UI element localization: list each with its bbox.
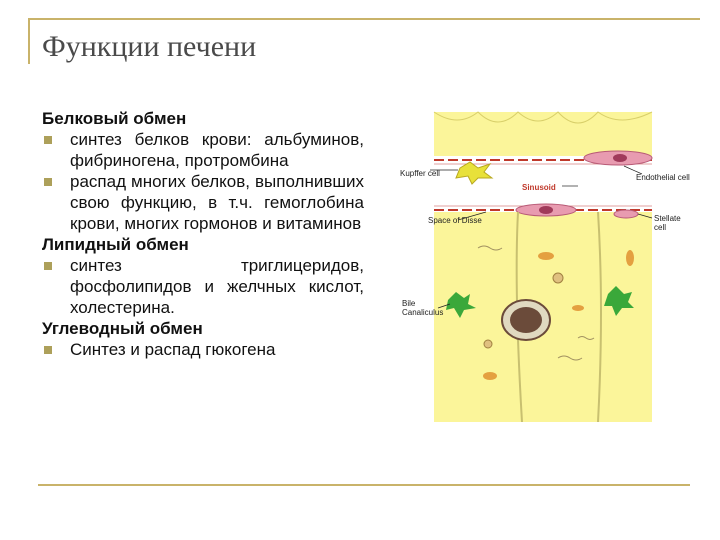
label-bile-1: Bile bbox=[402, 299, 416, 308]
endothelial-nucleus bbox=[613, 154, 627, 162]
stellate-cell-body bbox=[614, 210, 638, 218]
bullet-square-icon bbox=[44, 178, 52, 186]
section-heading-lipid: Липидный обмен bbox=[42, 235, 189, 254]
mitochondrion bbox=[572, 305, 584, 311]
frame-bottom-line bbox=[38, 484, 690, 486]
bullet-text: распад многих белков, выполнивших свою функцию, в т.ч. гемоглобина крови, многих гормонов и витаминов bbox=[70, 172, 364, 233]
bullet-text: Синтез и распад гюкогена bbox=[70, 340, 276, 359]
label-kupffer: Kupffer cell bbox=[400, 169, 440, 178]
bullet-text: синтез белков крови: альбуминов, фибриногена, протромбина bbox=[70, 130, 364, 170]
frame-top-line bbox=[28, 18, 700, 20]
nucleus-core bbox=[510, 307, 542, 333]
label-stellate-1: Stellate bbox=[654, 214, 681, 223]
vesicle bbox=[553, 273, 563, 283]
bullet-item bbox=[42, 129, 364, 171]
bullet-square-icon bbox=[44, 136, 52, 144]
section-heading-protein: Белковый обмен bbox=[42, 109, 187, 128]
endothelial-nucleus-2 bbox=[539, 206, 553, 214]
label-disse: Space of Disse bbox=[428, 216, 482, 225]
liver-cell-diagram bbox=[398, 108, 698, 428]
bullet-text: синтез триглицеридов, фосфолипидов и желчных кислот, холестерина. bbox=[70, 256, 364, 317]
label-bile-2: Canaliculus bbox=[402, 308, 444, 317]
bullet-item bbox=[42, 171, 364, 234]
mitochondrion bbox=[538, 252, 554, 260]
label-sinusoid: Sinusoid bbox=[522, 183, 556, 192]
slide-title: Функции печени bbox=[42, 30, 257, 63]
mitochondrion bbox=[626, 250, 634, 266]
text-column bbox=[42, 108, 364, 360]
vesicle bbox=[484, 340, 492, 348]
bullet-square-icon bbox=[44, 262, 52, 270]
label-endothelial: Endothelial cell bbox=[636, 173, 690, 182]
bullet-item bbox=[42, 339, 364, 360]
frame-left-line bbox=[28, 18, 30, 64]
section-heading-carbohydrate: Углеводный обмен bbox=[42, 319, 203, 338]
label-stellate-2: cell bbox=[654, 223, 667, 232]
mitochondrion bbox=[483, 372, 497, 380]
bullet-square-icon bbox=[44, 346, 52, 354]
bullet-item bbox=[42, 255, 364, 318]
